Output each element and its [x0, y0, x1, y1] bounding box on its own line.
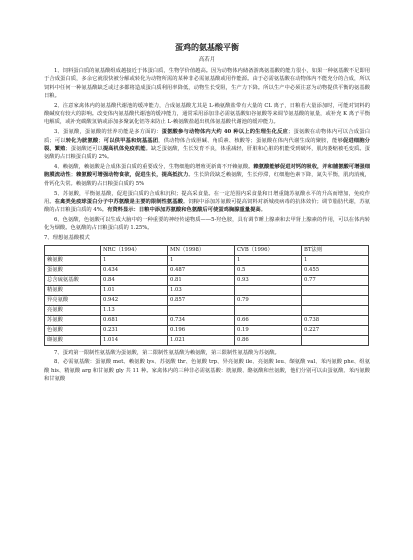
document-title: 蛋鸡的氨基酸平衡 — [175, 42, 239, 52]
value-cell: 0.681 — [101, 315, 168, 325]
bold-run: 有资料显示：日粮中添加苏氨酸和色氨酸后可使蛋鸡胸腺重量提高 — [107, 207, 261, 214]
bold-run: 可以供甲基和烷基基团 — [103, 137, 159, 144]
table-row — [45, 315, 369, 325]
value-cell — [302, 305, 369, 315]
text-run: 。缺乏蛋氨酸，生长发育不良，体重减轻，肝脏和心脏的机能受到破坏，肌肉萎缩被毛变质。蛋氨酸的占日粮蛋白质的 2%。 — [44, 145, 370, 161]
text-run: 5、苏氨酸，平衡氨基酸，促进蛋白质的合成和沉积；提高采食量。在一定范围内采食量和日增重随苏氨酸水平的升高而增加，免疫作用。 — [44, 190, 370, 205]
value-cell — [168, 305, 235, 315]
row-label-cell: 缬氨酸 — [45, 335, 101, 345]
paragraph-8: 8、必需氨基酸：蛋氨酸 met、赖氨酸 lys、苏氨酸 thr、色氨酸 trp、异亮氨酸 ile、亮氨酸 leu、缬氨酸 val、苯丙氨酸 phe、组氨酸 his、精氨酸 arg 和甘氨酸 gly 共 11 种。家禽体内的三种非必需氨基酸：胱氨酸、酪氨酸和丝氨酸，他们分别可以由蛋氨酸、苯丙氨酸和甘氨酸 — [44, 359, 370, 382]
row-label-cell: 赖氨酸 — [45, 255, 101, 265]
value-cell: 0.19 — [235, 325, 302, 335]
value-cell: 1 — [235, 255, 302, 265]
value-cell: 0.434 — [101, 265, 168, 275]
value-cell: 0.196 — [168, 325, 235, 335]
value-cell: 1 — [168, 255, 235, 265]
value-cell: 1.01 — [101, 285, 168, 295]
value-cell: 0.81 — [168, 275, 235, 285]
table-row — [45, 305, 369, 315]
text-run: 3、蛋氨酸，蛋氨酸的营养功能是多方面的： — [54, 129, 162, 136]
value-cell: 1.014 — [101, 335, 168, 345]
amino-acid-table — [44, 245, 369, 346]
value-cell: 0.231 — [101, 325, 168, 335]
text-run: ；蛋氨酸在动物体内可以合成蛋白质；可以 — [44, 129, 370, 144]
value-cell: 0.942 — [101, 295, 168, 305]
header-cell — [45, 245, 101, 255]
paragraph-6: 6、色氨酸，色氨酸可以生成大脑中的一种重要的神经传递物质——5-羟色胺，具有调节睡上腺素和去甲肾上腺素的作用，可以在体内转化为烟酸。色氨酸的占日粮蛋白质的 1.25%。 — [44, 217, 370, 232]
text-run: ；蛋氨酸还可以 — [65, 145, 103, 152]
header-cell: CVB（1996） — [235, 245, 302, 255]
table-header-row — [45, 245, 369, 255]
header-cell: NRC（1994） — [101, 245, 168, 255]
table-row — [45, 265, 369, 275]
table-row — [45, 255, 369, 265]
row-label-cell: 精氨酸 — [45, 285, 101, 295]
row-label-cell: 蛋氨酸 — [45, 265, 101, 275]
bold-run: 蛋氨酸参与动物体内大约 40 种以上的生理生化反应 — [161, 129, 289, 136]
value-cell: 1.021 — [168, 335, 235, 345]
bold-run: 转化为胱氨酸 — [65, 137, 99, 144]
paragraph-2: 2、注意家禽体内的氨基酸代谢池的缓冲能力，合成氨基酸尤其是 L-赖氨酸盐带有大量的 CL 离子，日粮若大量添加时，可能对饲料的酸碱度有较大的影响。改变体内氨基酸代谢池的缓冲能力，通常采用添加非必需氨基酸如谷氨酸等来调节氨基酸的氨量，或补充 K 离子平衡电解质，或补充碳酸氢钠或添加多聚氯化铝等来防止 L-赖氨酸盐超出机体氨基酸代谢池的缓冲能力。 — [44, 102, 370, 126]
text-run: 。生长阶段缺乏赖氨酸，生长停滞，红细胞色素下降，氮失平衡，肌肉消瘦，骨钙化失常。赖氨酸的占日粮蛋白质的 5% — [44, 172, 370, 187]
paragraph-7: 7、蛋鸡第一限制性氨基酸为蛋氨酸，第二限制性氨基酸为赖氨酸，第三限制性氨基酸为苏氨酸。 — [54, 349, 280, 356]
value-cell: 0.734 — [168, 315, 235, 325]
value-cell: 0.738 — [302, 315, 369, 325]
table-heading: 7、理想氨基酸模式 — [44, 235, 90, 242]
row-label-cell: 总含硫氨基酸 — [45, 275, 101, 285]
value-cell: 1.03 — [168, 285, 235, 295]
text-run: ； — [98, 137, 104, 144]
paragraph-3 — [44, 128, 370, 161]
table-row — [45, 325, 369, 335]
value-cell: 0.93 — [235, 275, 302, 285]
value-cell: 0.5 — [235, 265, 302, 275]
bold-run: 提高机体免疫机能 — [102, 145, 146, 152]
value-cell — [302, 335, 369, 345]
header-cell: BT法则 — [302, 245, 369, 255]
text-run: 。 — [260, 207, 266, 214]
bold-run: 赖氨酸能够促进对钙的吸收，并和脯氨酸可增强细胞膜流动性 — [44, 164, 370, 179]
value-cell — [302, 285, 369, 295]
table-row — [45, 285, 369, 295]
row-label-cell: 亮氨酸 — [45, 305, 101, 315]
bold-run: 赖氨酸可增强动物食欲，促进生长，提高抵抗力 — [76, 172, 189, 179]
value-cell: 0.487 — [168, 265, 235, 275]
table-row — [45, 295, 369, 305]
header-cell: MN（1998） — [168, 245, 235, 255]
row-label-cell: 异亮氨酸 — [45, 295, 101, 305]
value-cell: 0.77 — [302, 275, 369, 285]
bold-run: 促进细胞分裂、繁殖 — [44, 137, 370, 152]
text-run: ，供动物体合成胆碱、角质素、核酸等；蛋氨酸在体内代谢生成的聚胺，能够 — [158, 137, 343, 144]
value-cell: 0.857 — [168, 295, 235, 305]
document-page — [44, 42, 370, 385]
value-cell: 0.455 — [302, 265, 369, 275]
document-author: 高若月 — [198, 57, 216, 63]
table-row — [45, 335, 369, 345]
value-cell: 0.79 — [235, 295, 302, 305]
value-cell: 0.86 — [235, 335, 302, 345]
paragraph-1: 1、饲料蛋白质的氨基酸组成越接近于体蛋白质，生物学价值越高。因为动物体内储备游离氨基酸的能力很小，如果一种氨基酸不足即用于合成蛋白质，多余它就很快被分解或转化为动物所需的某种非必需氨基酸或用作能源。由于必需氨基酸在动物体内不能充分的合成，所以饲料中任何一种氨基酸缺乏或过多都将造成蛋白质利用率降低，动物生长受阻，生产力下降。所以生产中必须注意为动物提供平衡的氨基酸日粮。 — [44, 68, 370, 99]
paragraph-4 — [44, 163, 370, 188]
value-cell: 0.84 — [101, 275, 168, 285]
value-cell: 1 — [101, 255, 168, 265]
paragraph-5 — [44, 190, 370, 215]
bold-run: 在禽类免疫球蛋白分子中苏氨酸是主要的限制性氨基酸 — [54, 198, 183, 205]
text-run: 。饲粮中添加苏氨酸可提高饲料对新城疫病毒的抗体效价；调节脂肪代谢，苏氨酸的占日粮蛋白质的 4%。 — [44, 198, 370, 214]
value-cell: 0.66 — [235, 315, 302, 325]
text-run: 4、赖氨酸，赖氨酸是合成体蛋白质的重要成分，生物细胞的增殖更新离不开赖氨酸。 — [54, 164, 254, 171]
row-label-cell: 苏氨酸 — [45, 315, 101, 325]
table-row — [45, 275, 369, 285]
value-cell — [302, 295, 369, 305]
value-cell — [235, 285, 302, 295]
text-run: ； — [70, 172, 77, 179]
value-cell — [235, 305, 302, 315]
row-label-cell: 色氨酸 — [45, 325, 101, 335]
value-cell: 1.13 — [101, 305, 168, 315]
value-cell: 0.227 — [302, 325, 369, 335]
value-cell: 1 — [302, 255, 369, 265]
